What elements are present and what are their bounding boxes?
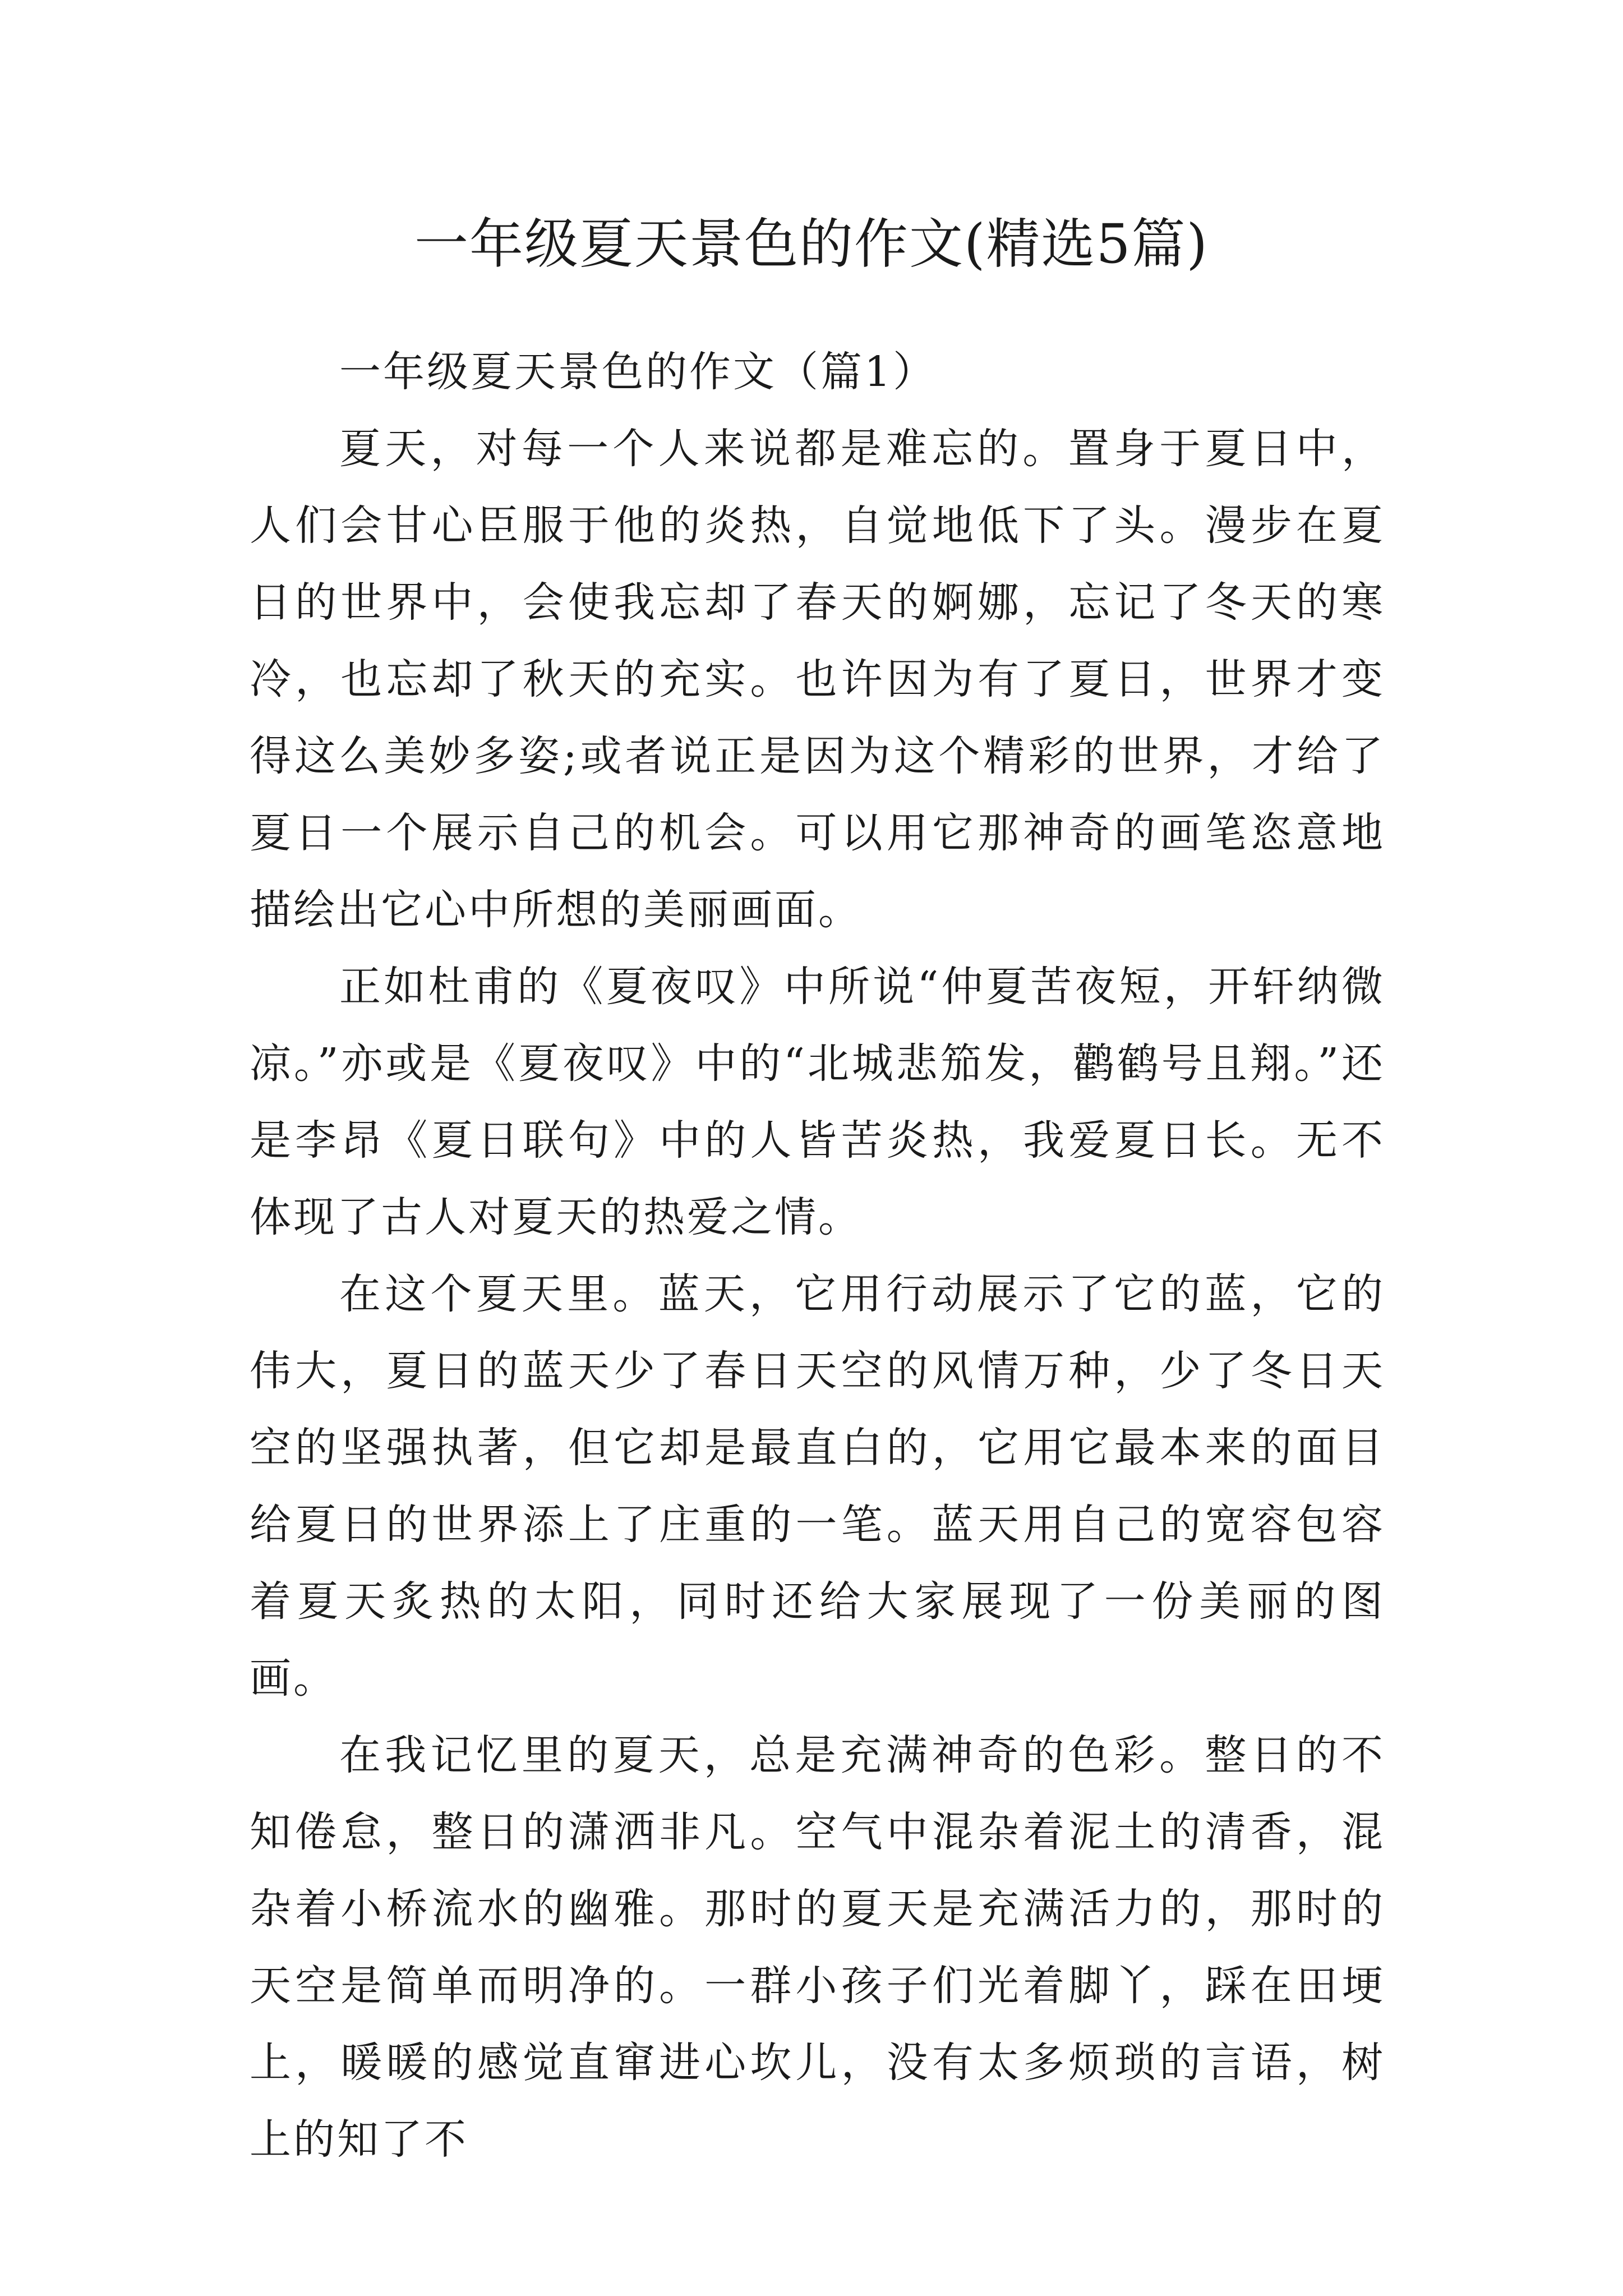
paragraph-3: 在这个夏天里。蓝天，它用行动展示了它的蓝，它的伟大，夏日的蓝天少了春日天空的风情万种，少了冬日天空的坚强执著，但它却是最直白的，它用它最本来的面目给夏日的世界添上了庄重的一笔。蓝天用自己的宽容包容着夏天炙热的太阳，同时还给大家展现了一份美丽的图画。 [250,1270,1385,1703]
paragraph-1: 夏天，对每一个人来说都是难忘的。置身于夏日中，人们会甘心臣服于他的炎热，自觉地低下了头。漫步在夏日的世界中，会使我忘却了春天的婀娜，忘记了冬天的寒冷，也忘却了秋天的充实。也许因为有了夏日，世界才变得这么美妙多姿;或者说正是因为这个精彩的世界，才给了夏日一个展示自己的机会。可以用它那神奇的画笔恣意地描绘出它心中所想的美丽画面。 [250,425,1385,934]
document-title: 一年级夏天景色的作文(精选5篇) [414,213,1209,275]
paragraph-4: 在我记忆里的夏天，总是充满神奇的色彩。整日的不知倦怠，整日的潇洒非凡。空气中混杂着泥土的清香，混杂着小桥流水的幽雅。那时的夏天是充满活力的，那时的天空是简单而明净的。一群小孩子们光着脚丫，踩在田埂上，暖暖的感觉直窜进心坎儿，没有太多烦琐的言语，树上的知了不 [250,1731,1385,2164]
document-body [250,334,1385,2178]
paragraph-2: 正如杜甫的《夏夜叹》中所说“仲夏苦夜短，开轩纳微凉。”亦或是《夏夜叹》中的“北城悲笳发，鹳鹤号且翔。”还是李昂《夏日联句》中的人皆苦炎热，我爱夏日长。无不体现了古人对夏天的热爱之情。 [250,963,1385,1241]
section-heading: 一年级夏天景色的作文（篇1） [339,348,937,396]
